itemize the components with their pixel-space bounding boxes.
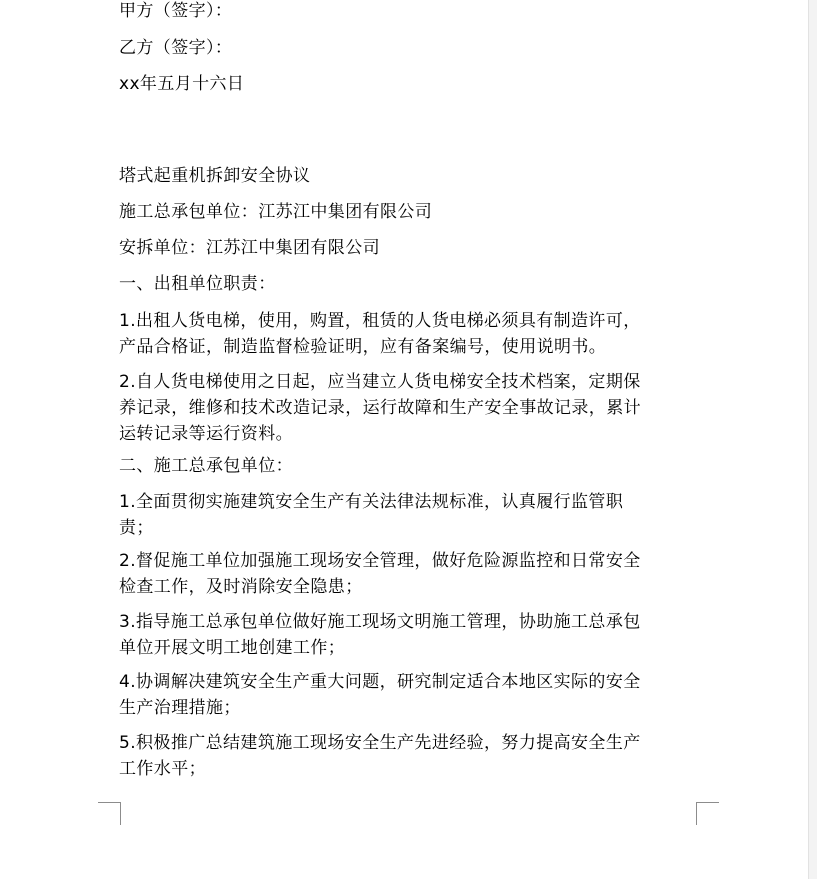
- paragraph-line: 4.协调解决建筑安全生产重大问题，研究制定适合本地区实际的安全: [119, 672, 641, 692]
- section2-item2: [119, 548, 681, 600]
- section1-heading: 一、出租单位职责：: [119, 274, 276, 294]
- section1-item2: [119, 369, 681, 447]
- paragraph-line: 3.指导施工总承包单位做好施工现场文明施工管理，协助施工总承包: [119, 612, 641, 632]
- section2-item1: [119, 489, 681, 541]
- contractor-line: 施工总承包单位：江苏江中集团有限公司: [119, 202, 433, 222]
- paragraph-line: 养记录，维修和技术改造记录，运行故障和生产安全事故记录，累计: [119, 398, 641, 418]
- document-title: 塔式起重机拆卸安全协议: [119, 166, 311, 186]
- paragraph-line: 工作水平；: [119, 759, 206, 779]
- paragraph-line: 1.出租人货电梯，使用，购置，租赁的人货电梯必须具有制造许可，: [119, 311, 641, 331]
- party-b-signature: 乙方（签字）：: [119, 38, 233, 58]
- paragraph-line: 生产治理措施；: [119, 698, 241, 718]
- page-edge-shadow: [808, 0, 817, 879]
- paragraph-line: 运转记录等运行资料。: [119, 424, 293, 444]
- paragraph-line: 1.全面贯彻实施建筑安全生产有关法律法规标准，认真履行监管职: [119, 492, 624, 512]
- party-a-signature: 甲方（签字）：: [119, 1, 233, 21]
- section2-heading: 二、施工总承包单位：: [119, 456, 293, 476]
- paragraph-line: 5.积极推广总结建筑施工现场安全生产先进经验，努力提高安全生产: [119, 733, 641, 753]
- section2-item4: [119, 669, 681, 721]
- section1-item1: [119, 308, 681, 360]
- section2-item3: [119, 609, 681, 661]
- dismantler-line: 安拆单位：江苏江中集团有限公司: [119, 238, 380, 258]
- paragraph-line: 2.自人货电梯使用之日起，应当建立人货电梯安全技术档案，定期保: [119, 372, 641, 392]
- paragraph-line: 2.督促施工单位加强施工现场安全管理，做好危险源监控和日常安全: [119, 551, 641, 571]
- paragraph-line: 产品合格证，制造监督检验证明，应有备案编号，使用说明书。: [119, 337, 607, 357]
- paragraph-line: 责；: [119, 518, 154, 538]
- paragraph-line: 检查工作，及时消除安全隐患；: [119, 577, 363, 597]
- paragraph-line: 单位开展文明工地创建工作；: [119, 638, 346, 658]
- signature-date: xx年五月十六日: [119, 74, 245, 94]
- section2-item5: [119, 730, 681, 782]
- page-margin-corner-right: [696, 802, 719, 825]
- page-margin-corner-left: [98, 802, 121, 825]
